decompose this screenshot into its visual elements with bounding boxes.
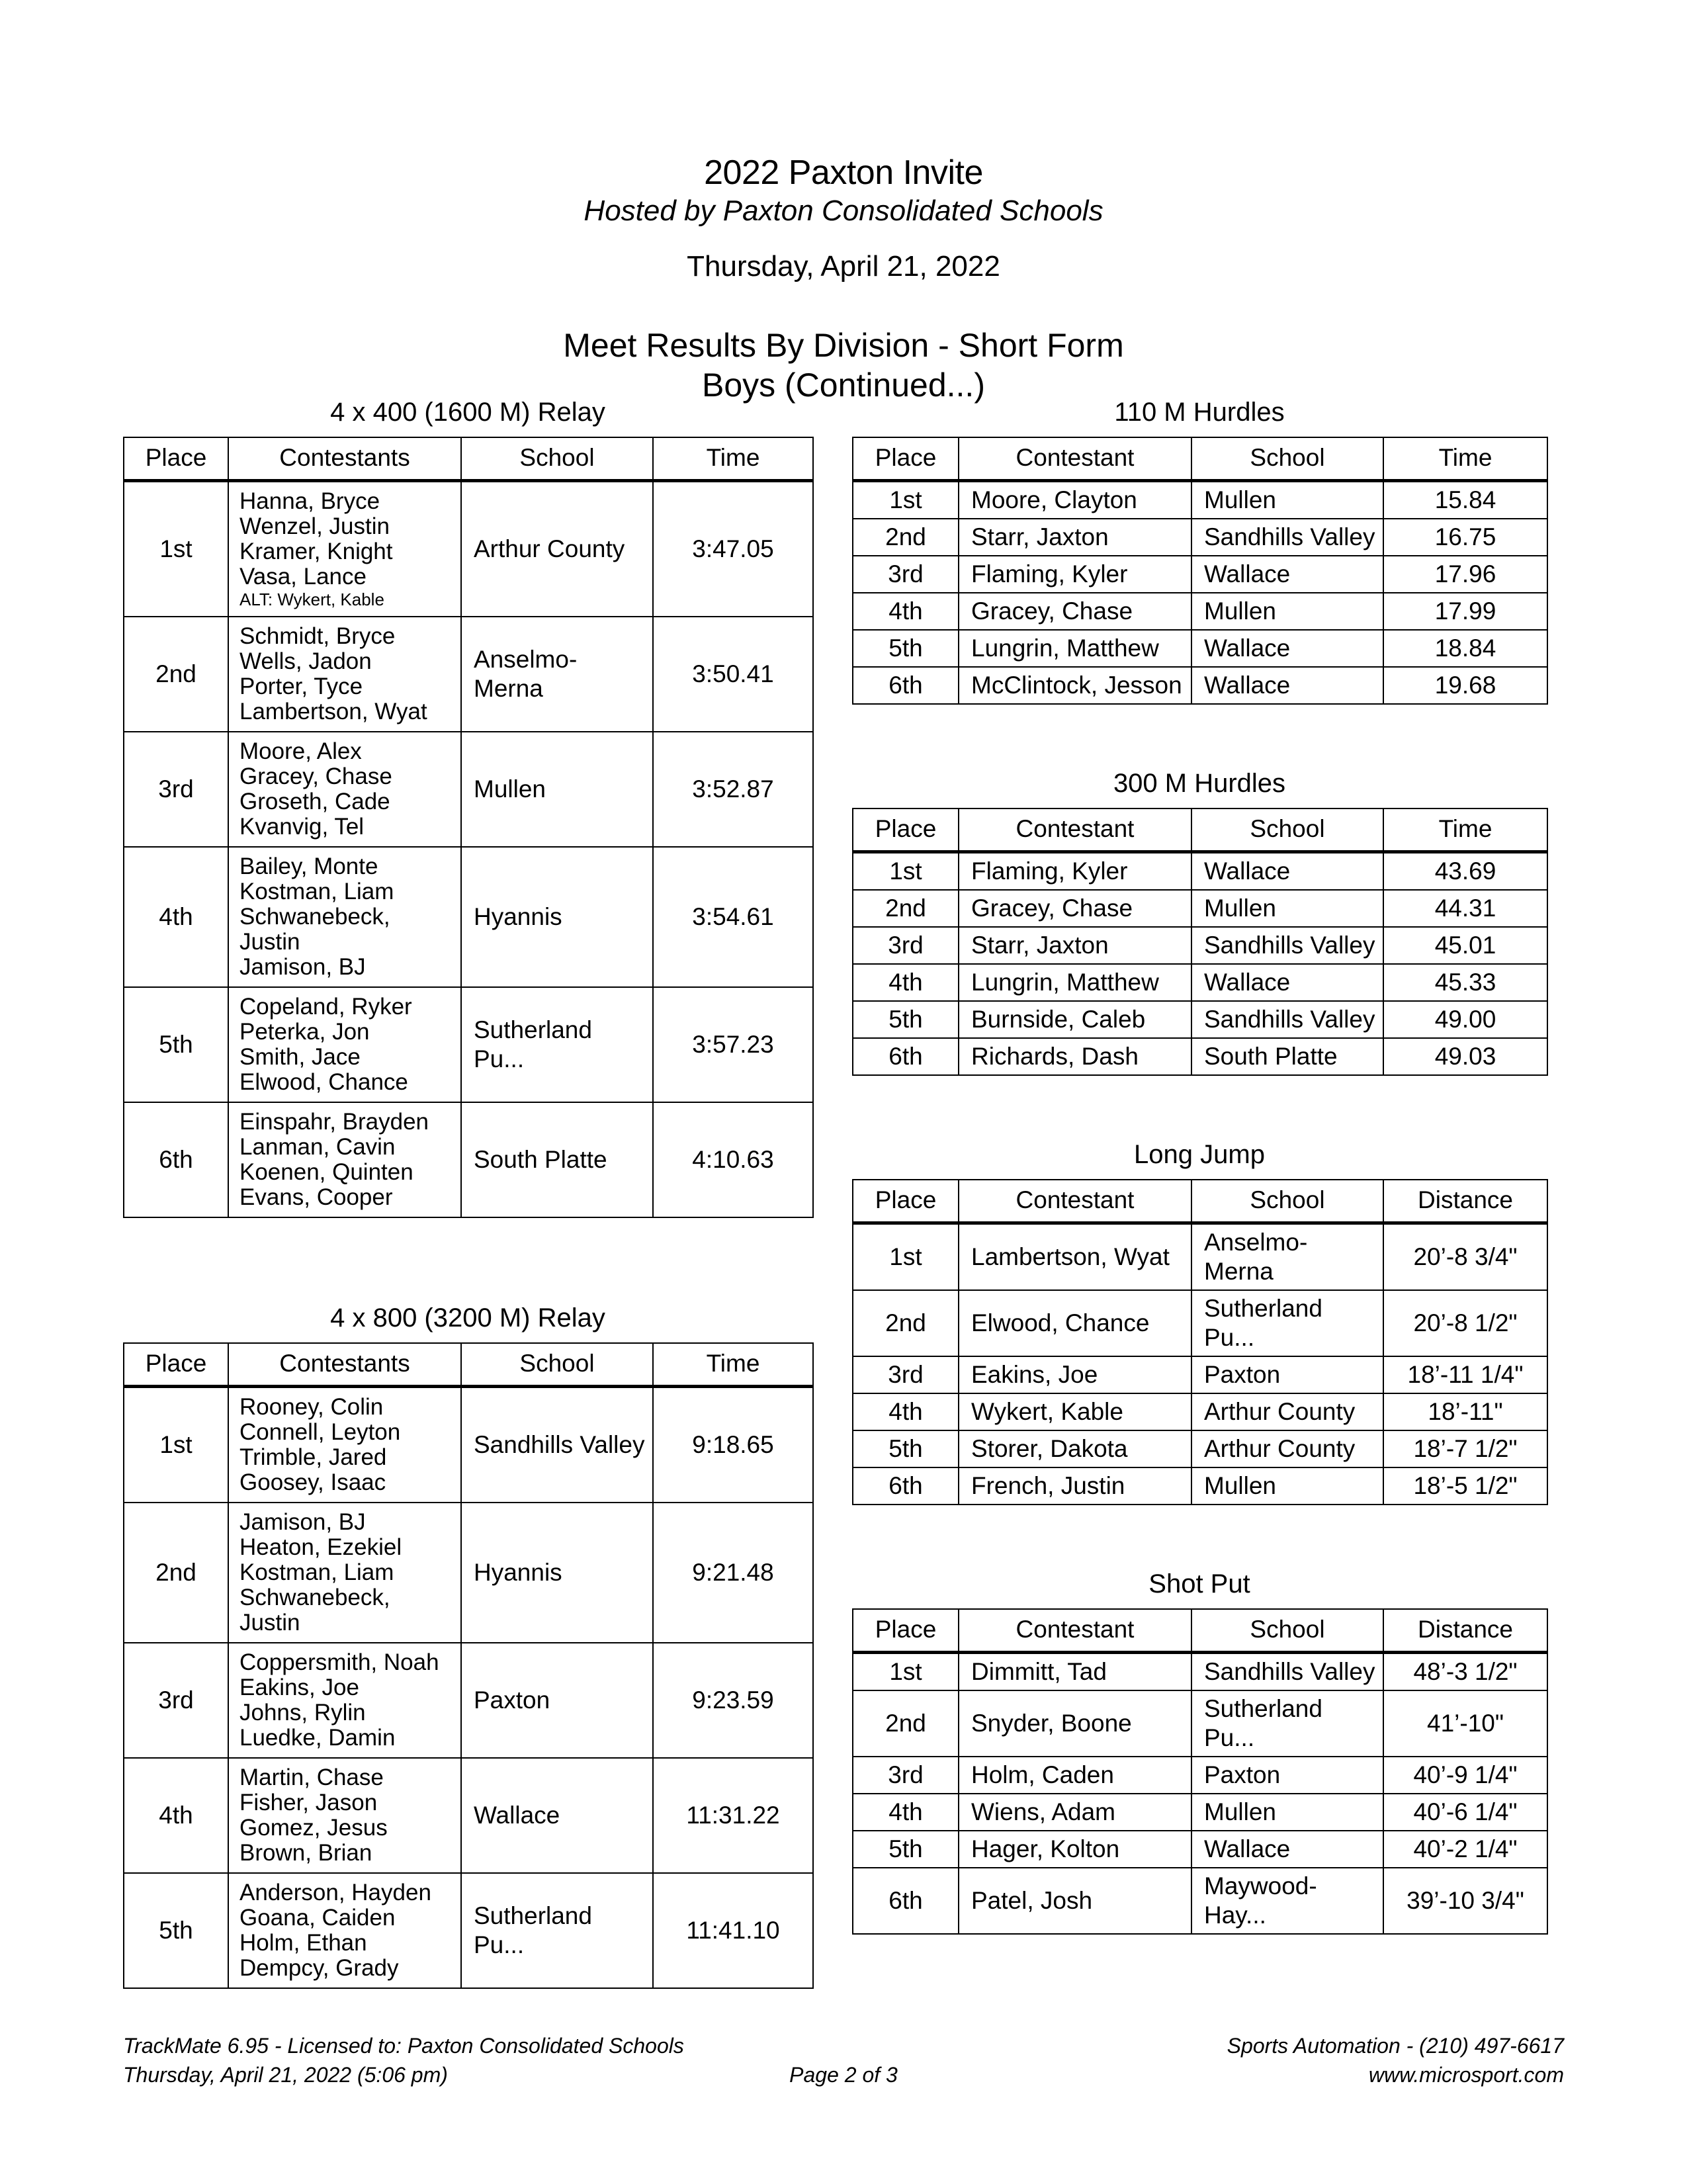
cell-place: 4th <box>853 1393 959 1430</box>
col-header-time: Time <box>653 1343 813 1387</box>
table-header-row <box>853 1609 1547 1653</box>
cell-distance: 18’-7 1/2" <box>1383 1430 1547 1467</box>
contestant-name: Hanna, Bryce <box>239 488 380 514</box>
cell-place: 2nd <box>853 1690 959 1757</box>
cell-time: 17.96 <box>1383 556 1547 593</box>
cell-school: Maywood-Hay... <box>1191 1868 1383 1934</box>
col-header-school: School <box>1191 1180 1383 1223</box>
cell-distance: 40’-6 1/4" <box>1383 1794 1547 1831</box>
cell-place: 1st <box>124 481 228 617</box>
cell-place: 6th <box>853 1038 959 1075</box>
table-row <box>853 1794 1547 1831</box>
cell-place: 4th <box>853 964 959 1001</box>
event-4x800-relay <box>123 1303 812 1989</box>
cell-contestant: Lambertson, Wyat <box>959 1223 1191 1291</box>
footer-company: Sports Automation - (210) 497-6617 <box>1227 2034 1564 2058</box>
cell-school: Paxton <box>1191 1356 1383 1393</box>
contestant-name: Anderson, Hayden <box>239 1880 431 1905</box>
cell-school: Mullen <box>461 732 653 847</box>
event-title: 110 M Hurdles <box>1114 398 1285 427</box>
cell-place: 4th <box>124 1758 228 1873</box>
cell-school: Wallace <box>461 1758 653 1873</box>
contestant-name: Fisher, Jason <box>239 1790 378 1815</box>
long-jump-body <box>853 1223 1547 1505</box>
cell-time: 3:57.23 <box>653 987 813 1102</box>
cell-place: 5th <box>124 1873 228 1988</box>
cell-school: Anselmo-Merna <box>461 617 653 732</box>
cell-contestant: Hager, Kolton <box>959 1831 1191 1868</box>
col-header-place: Place <box>124 1343 228 1387</box>
table-row <box>853 890 1547 927</box>
contestant-name: Bailey, Monte <box>239 853 378 879</box>
contestant-name: Groseth, Cade <box>239 789 390 814</box>
meet-title: 2022 Paxton Invite <box>704 153 983 192</box>
meet-host: Hosted by Paxton Consolidated Schools <box>584 195 1103 227</box>
contestant-name: Einspahr, Brayden <box>239 1109 429 1135</box>
cell-contestants <box>228 987 461 1102</box>
contestant-name: Schmidt, Bryce <box>239 623 396 649</box>
cell-contestant: Elwood, Chance <box>959 1290 1191 1356</box>
table-row <box>124 1758 813 1873</box>
cell-time: 16.75 <box>1383 519 1547 556</box>
cell-school: Sutherland Pu... <box>1191 1290 1383 1356</box>
cell-contestants <box>228 1643 461 1758</box>
cell-time: 11:41.10 <box>653 1873 813 1988</box>
cell-school: Mullen <box>1191 481 1383 519</box>
table-row <box>124 617 813 732</box>
cell-contestants <box>228 1387 461 1503</box>
cell-contestants <box>228 1503 461 1643</box>
cell-contestant: Gracey, Chase <box>959 890 1191 927</box>
table-row <box>853 1038 1547 1075</box>
cell-contestants <box>228 481 461 617</box>
cell-contestant: Starr, Jaxton <box>959 519 1191 556</box>
contestant-name: Martin, Chase <box>239 1765 384 1790</box>
cell-contestant: Wiens, Adam <box>959 1794 1191 1831</box>
col-header-distance: Distance <box>1383 1180 1547 1223</box>
table-row <box>853 1001 1547 1038</box>
cell-place: 2nd <box>853 890 959 927</box>
col-header-contestant: Contestant <box>959 808 1191 852</box>
contestant-name: Wells, Jadon <box>239 648 372 674</box>
cell-contestant: Burnside, Caleb <box>959 1001 1191 1038</box>
cell-place: 6th <box>853 667 959 704</box>
contestant-name: Dempcy, Grady <box>239 1955 399 1981</box>
cell-contestant: Holm, Caden <box>959 1757 1191 1794</box>
event-title: Shot Put <box>1148 1569 1250 1598</box>
footer-software: TrackMate 6.95 - Licensed to: Paxton Consolidated Schools <box>123 2034 684 2058</box>
cell-time: 9:23.59 <box>653 1643 813 1758</box>
contestant-name: Porter, Tyce <box>239 674 363 699</box>
cell-contestant: Patel, Josh <box>959 1868 1191 1934</box>
cell-school: Anselmo-Merna <box>1191 1223 1383 1291</box>
cell-place: 2nd <box>124 617 228 732</box>
contestant-name: Evans, Cooper <box>239 1184 393 1210</box>
contestant-name: Heaton, Ezekiel <box>239 1534 402 1560</box>
col-header-time: Time <box>1383 437 1547 481</box>
contestant-name: Moore, Alex <box>239 738 362 764</box>
cell-time: 15.84 <box>1383 481 1547 519</box>
cell-place: 1st <box>853 1653 959 1691</box>
results-table-long-jump <box>852 1179 1548 1505</box>
cell-school: Paxton <box>1191 1757 1383 1794</box>
cell-place: 3rd <box>853 927 959 964</box>
column-spacer <box>123 1218 812 1303</box>
cell-school: Sandhills Valley <box>1191 927 1383 964</box>
column-spacer <box>852 1505 1547 1569</box>
col-header-contestant: Contestant <box>959 1180 1191 1223</box>
event-long-jump <box>852 1139 1547 1505</box>
col-header-time: Time <box>653 437 813 481</box>
cell-distance: 18’-11 1/4" <box>1383 1356 1547 1393</box>
cell-place: 2nd <box>124 1503 228 1643</box>
cell-place: 3rd <box>853 556 959 593</box>
table-row <box>853 556 1547 593</box>
contestant-name: Connell, Leyton <box>239 1419 401 1445</box>
contestant-name: Kvanvig, Tel <box>239 814 365 840</box>
cell-distance: 48’-3 1/2" <box>1383 1653 1547 1691</box>
col-header-school: School <box>461 1343 653 1387</box>
cell-place: 2nd <box>853 1290 959 1356</box>
cell-place: 5th <box>124 987 228 1102</box>
cell-contestant: Eakins, Joe <box>959 1356 1191 1393</box>
cell-distance: 20’-8 3/4" <box>1383 1223 1547 1291</box>
right-column <box>852 397 1547 1935</box>
contestant-name: Gracey, Chase <box>239 764 392 789</box>
cell-school: Sandhills Valley <box>1191 1001 1383 1038</box>
cell-distance: 40’-9 1/4" <box>1383 1757 1547 1794</box>
hurdles-300-body <box>853 852 1547 1076</box>
cell-contestant: Moore, Clayton <box>959 481 1191 519</box>
cell-distance: 39’-10 3/4" <box>1383 1868 1547 1934</box>
cell-place: 3rd <box>853 1757 959 1794</box>
table-row <box>853 1430 1547 1467</box>
cell-place: 6th <box>853 1868 959 1934</box>
contestant-name: Kramer, Knight <box>239 539 393 564</box>
contestant-name: Rooney, Colin <box>239 1394 384 1420</box>
contestant-name: Vasa, Lance <box>239 564 367 590</box>
table-row <box>853 1467 1547 1505</box>
shot-put-body <box>853 1653 1547 1935</box>
contestant-name: Koenen, Quinten <box>239 1159 413 1185</box>
table-header-row <box>124 1343 813 1387</box>
cell-distance: 20’-8 1/2" <box>1383 1290 1547 1356</box>
col-header-school: School <box>461 437 653 481</box>
col-header-contestants: Contestants <box>228 437 461 481</box>
cell-contestants <box>228 847 461 987</box>
table-row <box>124 481 813 617</box>
cell-place: 6th <box>124 1102 228 1217</box>
cell-school: Paxton <box>461 1643 653 1758</box>
contestant-name: Brown, Brian <box>239 1840 372 1866</box>
footer-right <box>1227 2031 1564 2089</box>
cell-distance: 40’-2 1/4" <box>1383 1831 1547 1868</box>
table-row <box>853 852 1547 891</box>
cell-distance: 18’-11" <box>1383 1393 1547 1430</box>
column-spacer <box>852 1076 1547 1139</box>
table-row <box>853 1653 1547 1691</box>
table-row <box>853 481 1547 519</box>
footer-website: www.microsport.com <box>1368 2063 1564 2087</box>
col-header-distance: Distance <box>1383 1609 1547 1653</box>
results-table-shot-put <box>852 1608 1548 1935</box>
cell-school: Wallace <box>1191 556 1383 593</box>
cell-contestant: Flaming, Kyler <box>959 852 1191 891</box>
table-row <box>853 593 1547 630</box>
cell-school: Hyannis <box>461 1503 653 1643</box>
cell-time: 4:10.63 <box>653 1102 813 1217</box>
results-table-300-hurdles <box>852 808 1548 1076</box>
results-table-4x400 <box>123 437 814 1218</box>
contestant-name: Kostman, Liam <box>239 879 394 904</box>
contestant-name: Smith, Jace <box>239 1044 361 1070</box>
cell-contestants <box>228 732 461 847</box>
col-header-place: Place <box>853 437 959 481</box>
contestant-name: Jamison, BJ <box>239 954 366 980</box>
cell-place: 5th <box>853 1831 959 1868</box>
col-header-contestant: Contestant <box>959 1609 1191 1653</box>
cell-distance: 18’-5 1/2" <box>1383 1467 1547 1505</box>
cell-time: 3:54.61 <box>653 847 813 987</box>
cell-contestant: Lungrin, Matthew <box>959 630 1191 667</box>
table-row <box>124 987 813 1102</box>
cell-school: Wallace <box>1191 630 1383 667</box>
contestant-name: Luedke, Damin <box>239 1725 396 1751</box>
contestant-name: Copeland, Ryker <box>239 994 412 1020</box>
table-header-row <box>853 808 1547 852</box>
table-row <box>853 630 1547 667</box>
cell-place: 1st <box>124 1387 228 1503</box>
col-header-contestant: Contestant <box>959 437 1191 481</box>
cell-time: 11:31.22 <box>653 1758 813 1873</box>
contestant-name: Lanman, Cavin <box>239 1134 396 1160</box>
table-row <box>853 1356 1547 1393</box>
cell-contestants <box>228 617 461 732</box>
cell-contestant: Snyder, Boone <box>959 1690 1191 1757</box>
cell-time: 45.01 <box>1383 927 1547 964</box>
cell-school: South Platte <box>461 1102 653 1217</box>
event-title: 4 x 800 (3200 M) Relay <box>330 1303 605 1332</box>
contestant-name: Gomez, Jesus <box>239 1815 388 1841</box>
cell-school: Sutherland Pu... <box>461 1873 653 1988</box>
cell-contestant: McClintock, Jesson <box>959 667 1191 704</box>
event-title: 4 x 400 (1600 M) Relay <box>330 398 605 427</box>
col-header-contestants: Contestants <box>228 1343 461 1387</box>
cell-contestant: Lungrin, Matthew <box>959 964 1191 1001</box>
cell-place: 3rd <box>124 1643 228 1758</box>
cell-school: Arthur County <box>461 481 653 617</box>
cell-time: 3:50.41 <box>653 617 813 732</box>
cell-contestant: Storer, Dakota <box>959 1430 1191 1467</box>
table-header-row <box>853 437 1547 481</box>
cell-school: Mullen <box>1191 890 1383 927</box>
cell-time: 3:52.87 <box>653 732 813 847</box>
table-row <box>124 847 813 987</box>
contestant-name: Coppersmith, Noah <box>239 1649 439 1675</box>
cell-place: 1st <box>853 481 959 519</box>
cell-contestant: Gracey, Chase <box>959 593 1191 630</box>
cell-time: 49.00 <box>1383 1001 1547 1038</box>
left-column <box>123 397 812 1989</box>
contestant-name: Holm, Ethan <box>239 1930 367 1956</box>
results-table-110-hurdles <box>852 437 1548 705</box>
event-shot-put <box>852 1569 1547 1935</box>
page-footer <box>0 2031 1687 2124</box>
table-row <box>124 1643 813 1758</box>
table-row <box>124 1873 813 1988</box>
col-header-place: Place <box>853 1609 959 1653</box>
cell-school: Wallace <box>1191 964 1383 1001</box>
col-header-place: Place <box>853 1180 959 1223</box>
cell-place: 6th <box>853 1467 959 1505</box>
table-row <box>853 667 1547 704</box>
cell-place: 3rd <box>853 1356 959 1393</box>
cell-time: 9:18.65 <box>653 1387 813 1503</box>
cell-school: Sandhills Valley <box>1191 519 1383 556</box>
contestant-name: Goana, Caiden <box>239 1905 396 1931</box>
cell-school: Sandhills Valley <box>1191 1653 1383 1691</box>
cell-time: 17.99 <box>1383 593 1547 630</box>
cell-place: 1st <box>853 1223 959 1291</box>
cell-place: 4th <box>853 1794 959 1831</box>
table-row <box>853 519 1547 556</box>
table-header-row <box>853 1180 1547 1223</box>
cell-contestant: French, Justin <box>959 1467 1191 1505</box>
results-table-4x800 <box>123 1342 814 1989</box>
contestant-name: Goosey, Isaac <box>239 1469 386 1495</box>
col-header-place: Place <box>853 808 959 852</box>
table-row <box>124 1102 813 1217</box>
hurdles-110-body <box>853 481 1547 705</box>
cell-place: 4th <box>124 847 228 987</box>
cell-place: 2nd <box>853 519 959 556</box>
cell-place: 5th <box>853 1001 959 1038</box>
cell-place: 5th <box>853 630 959 667</box>
cell-contestants <box>228 1102 461 1217</box>
col-header-place: Place <box>124 437 228 481</box>
column-spacer <box>852 705 1547 768</box>
cell-place: 4th <box>853 593 959 630</box>
report-title: Meet Results By Division - Short Form <box>563 327 1124 364</box>
cell-time: 3:47.05 <box>653 481 813 617</box>
col-header-school: School <box>1191 437 1383 481</box>
cell-place: 1st <box>853 852 959 891</box>
cell-school: Sutherland Pu... <box>1191 1690 1383 1757</box>
cell-school: Wallace <box>1191 1831 1383 1868</box>
cell-time: 45.33 <box>1383 964 1547 1001</box>
cell-contestant: Richards, Dash <box>959 1038 1191 1075</box>
table-row <box>853 1690 1547 1757</box>
cell-contestant: Dimmitt, Tad <box>959 1653 1191 1691</box>
cell-time: 49.03 <box>1383 1038 1547 1075</box>
table-row <box>853 1223 1547 1291</box>
footer-print-timestamp: Thursday, April 21, 2022 (5:06 pm) <box>123 2063 448 2087</box>
contestant-name: Trimble, Jared <box>239 1444 387 1470</box>
alternate-contestant: ALT: Wykert, Kable <box>239 590 384 609</box>
contestant-name: Schwanebeck, Justin <box>239 904 390 955</box>
cell-school: Wallace <box>1191 852 1383 891</box>
cell-time: 9:21.48 <box>653 1503 813 1643</box>
cell-school: Arthur County <box>1191 1430 1383 1467</box>
cell-school: Sandhills Valley <box>461 1387 653 1503</box>
cell-contestant: Wykert, Kable <box>959 1393 1191 1430</box>
cell-place: 3rd <box>124 732 228 847</box>
report-subtitle: Boys (Continued...) <box>702 367 985 404</box>
meet-date: Thursday, April 21, 2022 <box>687 250 1000 283</box>
col-header-school: School <box>1191 1609 1383 1653</box>
cell-school: Sutherland Pu... <box>461 987 653 1102</box>
table-row <box>853 1393 1547 1430</box>
cell-contestants <box>228 1758 461 1873</box>
cell-distance: 41’-10" <box>1383 1690 1547 1757</box>
cell-time: 43.69 <box>1383 852 1547 891</box>
table-row <box>853 927 1547 964</box>
table-row <box>853 1868 1547 1934</box>
contestant-name: Jamison, BJ <box>239 1509 366 1535</box>
contestant-name: Lambertson, Wyat <box>239 699 427 724</box>
cell-school: Wallace <box>1191 667 1383 704</box>
event-4x400-relay <box>123 397 812 1218</box>
document-header <box>0 0 1687 405</box>
event-title: Long Jump <box>1134 1140 1265 1169</box>
contestant-name: Kostman, Liam <box>239 1559 394 1585</box>
cell-contestants <box>228 1873 461 1988</box>
table-row <box>853 964 1547 1001</box>
table-header-row <box>124 437 813 481</box>
col-header-time: Time <box>1383 808 1547 852</box>
cell-school: South Platte <box>1191 1038 1383 1075</box>
table-row <box>853 1290 1547 1356</box>
contestant-name: Johns, Rylin <box>239 1700 366 1725</box>
table-row <box>124 1503 813 1643</box>
contestant-name: Wenzel, Justin <box>239 513 390 539</box>
relay-1600-body <box>124 481 813 1218</box>
event-300m-hurdles <box>852 768 1547 1076</box>
col-header-school: School <box>1191 808 1383 852</box>
cell-time: 18.84 <box>1383 630 1547 667</box>
cell-contestant: Starr, Jaxton <box>959 927 1191 964</box>
table-row <box>124 732 813 847</box>
relay-3200-body <box>124 1387 813 1989</box>
footer-page-number: Page 2 of 3 <box>789 2063 898 2087</box>
contestant-name: Peterka, Jon <box>239 1019 370 1045</box>
cell-school: Mullen <box>1191 1467 1383 1505</box>
contestant-name: Eakins, Joe <box>239 1675 359 1700</box>
event-110m-hurdles <box>852 397 1547 705</box>
table-row <box>853 1757 1547 1794</box>
contestant-name: Elwood, Chance <box>239 1069 408 1095</box>
cell-school: Mullen <box>1191 1794 1383 1831</box>
table-row <box>853 1831 1547 1868</box>
cell-time: 19.68 <box>1383 667 1547 704</box>
event-title: 300 M Hurdles <box>1113 769 1286 798</box>
cell-school: Arthur County <box>1191 1393 1383 1430</box>
cell-time: 44.31 <box>1383 890 1547 927</box>
contestant-name: Schwanebeck, Justin <box>239 1585 390 1636</box>
cell-place: 5th <box>853 1430 959 1467</box>
cell-school: Mullen <box>1191 593 1383 630</box>
cell-school: Hyannis <box>461 847 653 987</box>
table-row <box>124 1387 813 1503</box>
cell-contestant: Flaming, Kyler <box>959 556 1191 593</box>
